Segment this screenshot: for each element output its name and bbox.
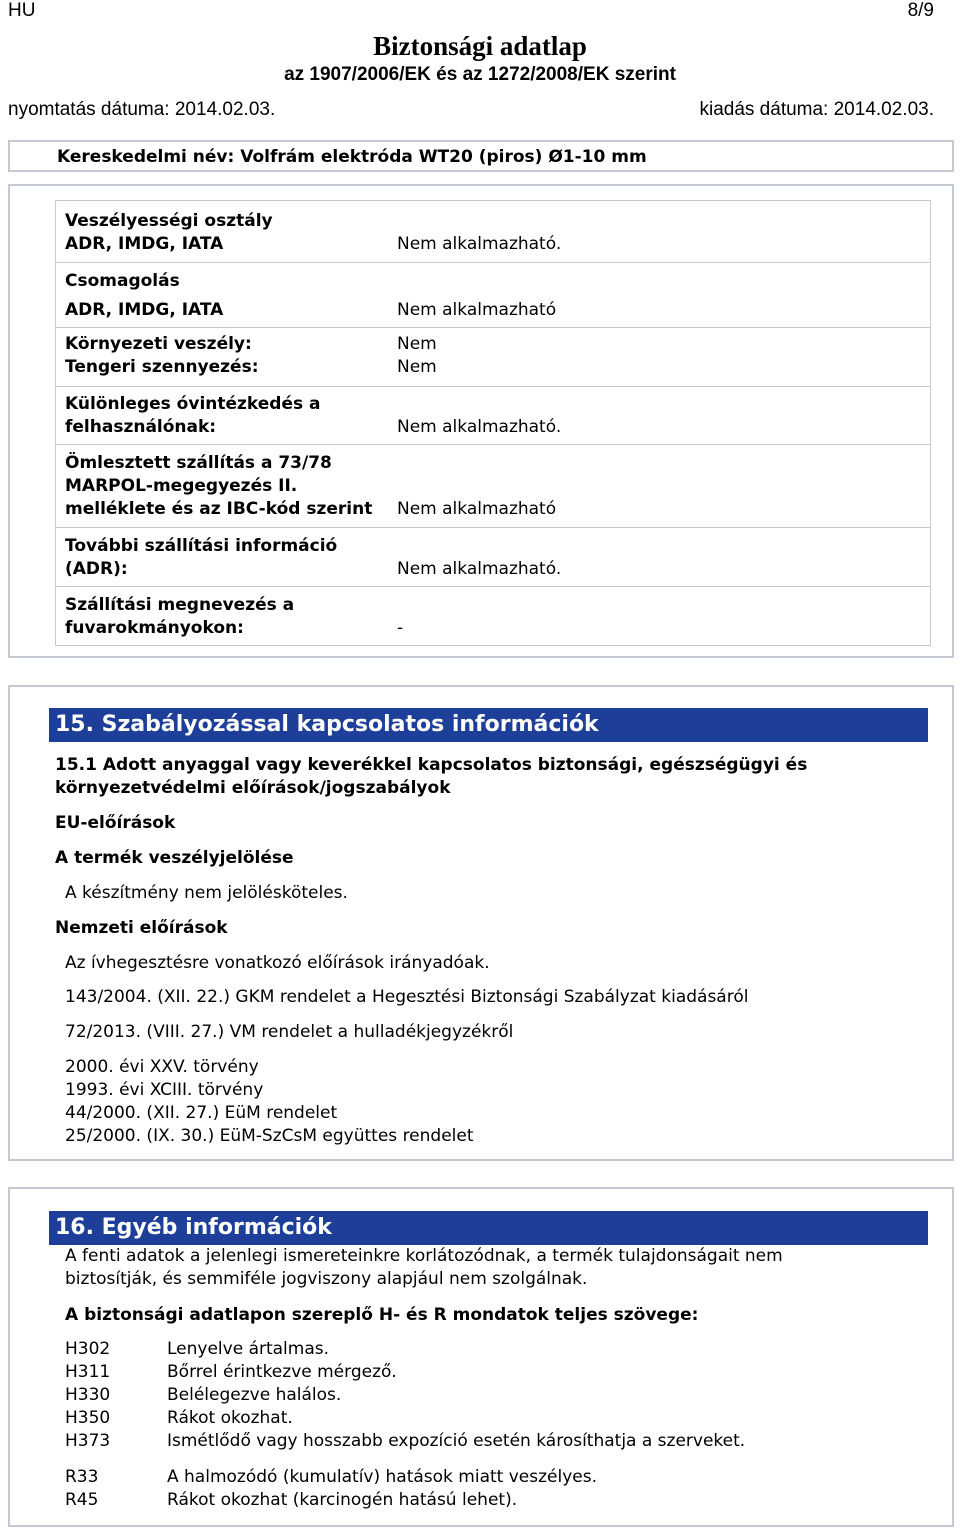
section-15-title: 15. Szabályozással kapcsolatos információk [49,708,928,742]
document-subtitle: az 1907/2006/EK és az 1272/2008/EK szerint [284,64,676,85]
r-text: A halmozódó (kumulatív) hatások miatt veszélyes. [167,1467,597,1487]
bulk-transport-label: Ömlesztett szállítás a 73/78 MARPOL-megegyezés II. melléklete és az IBC-kód szerint [65,453,373,519]
r-code: R33 [65,1467,99,1487]
h-code: H311 [65,1362,111,1382]
h-text: Ismétlődő vagy hosszabb expozíció esetén károsíthatja a szerveket. [167,1431,746,1451]
row-divider [56,586,930,587]
h-text: Rákot okozhat. [167,1408,293,1428]
h-text: Belélegezve halálos. [167,1385,342,1405]
trade-name: Kereskedelmi név: Volfrám elektróda WT20 (piros) Ø1-10 mm [57,147,647,167]
h-text: Bőrrel érintkezve mérgező. [167,1362,397,1382]
row-divider [56,527,930,528]
disclaimer-text: A fenti adatok a jelenlegi ismereteinkre korlátozódnak, a termék tulajdonságait nem biztosítják, és semmiféle jogviszony alapjául nem szolgálnak. [65,1246,783,1289]
row-divider [56,327,930,328]
regulation-item: 143/2004. (XII. 22.) GKM rendelet a Hegesztési Biztonsági Szabályzat kiadásáról [65,987,749,1007]
law-item: 1993. évi XCIII. törvény [65,1080,264,1100]
section-16-title: 16. Egyéb információk [49,1211,928,1245]
environmental-hazard-label: Környezeti veszély: Tengeri szennyezés: [65,334,259,377]
h-statement-texts [167,1338,745,1453]
r-text: Rákot okozhat (karcinogén hatású lehet). [167,1490,518,1510]
row-divider [56,262,930,263]
document-title: Biztonsági adatlap [373,31,587,61]
row-divider [56,444,930,445]
packaging-label: Csomagolás ADR, IMDG, IATA [65,271,224,320]
print-date: nyomtatás dátuma: 2014.02.03. [8,99,276,120]
issue-date: kiadás dátuma: 2014.02.03. [699,99,934,120]
country-code: HU [8,0,36,21]
national-intro: Az ívhegesztésre vonatkozó előírások irányadóak. [65,953,490,973]
h-code: H350 [65,1408,111,1428]
eu-regulations-heading: EU-előírások [55,813,176,833]
full-text-heading: A biztonsági adatlapon szereplő H- és R mondatok teljes szövege: [65,1305,699,1325]
environmental-hazard-value: Nem Nem [397,334,437,377]
packaging-value: Nem alkalmazható [397,300,557,320]
further-transport-value: Nem alkalmazható. [397,559,562,579]
r-code: R45 [65,1490,99,1510]
h-code: H330 [65,1385,111,1405]
law-item: 44/2000. (XII. 27.) EüM rendelet [65,1103,338,1123]
r-phrase-texts [167,1466,597,1512]
h-code: H373 [65,1431,111,1451]
law-item: 25/2000. (IX. 30.) EüM-SzCsM együttes rendelet [65,1126,474,1146]
labelling-text: A készítmény nem jelölésköteles. [65,883,348,903]
h-code: H302 [65,1339,111,1359]
regulation-item: 72/2013. (VIII. 27.) VM rendelet a hulladékjegyzékről [65,1022,514,1042]
special-precautions-value: Nem alkalmazható. [397,417,562,437]
law-item: 2000. évi XXV. törvény [65,1057,259,1077]
shipping-name-label: Szállítási megnevezés a fuvarokmányokon: [65,595,295,638]
bulk-transport-value: Nem alkalmazható [397,499,557,519]
national-regulations-heading: Nemzeti előírások [55,918,228,938]
section-15-1-heading: 15.1 Adott anyaggal vagy keverékkel kapcsolatos biztonsági, egészségügyi és környezetvédelmi előírások/jogszabályok [55,755,808,798]
shipping-name-value: - [397,618,404,638]
page-number: 8/9 [907,0,934,21]
special-precautions-label: Különleges óvintézkedés a felhasználónak: [65,394,321,437]
r-phrase-codes [65,1466,98,1512]
hazard-class-value: Nem alkalmazható. [397,234,562,254]
h-text: Lenyelve ártalmas. [167,1339,330,1359]
row-divider [56,386,930,387]
hazard-class-label: Veszélyességi osztály ADR, IMDG, IATA [65,211,273,254]
h-statement-codes [65,1338,110,1453]
laws-list [65,1056,474,1148]
further-transport-label: További szállítási információ (ADR): [65,536,338,579]
labelling-heading: A termék veszélyjelölése [55,848,294,868]
